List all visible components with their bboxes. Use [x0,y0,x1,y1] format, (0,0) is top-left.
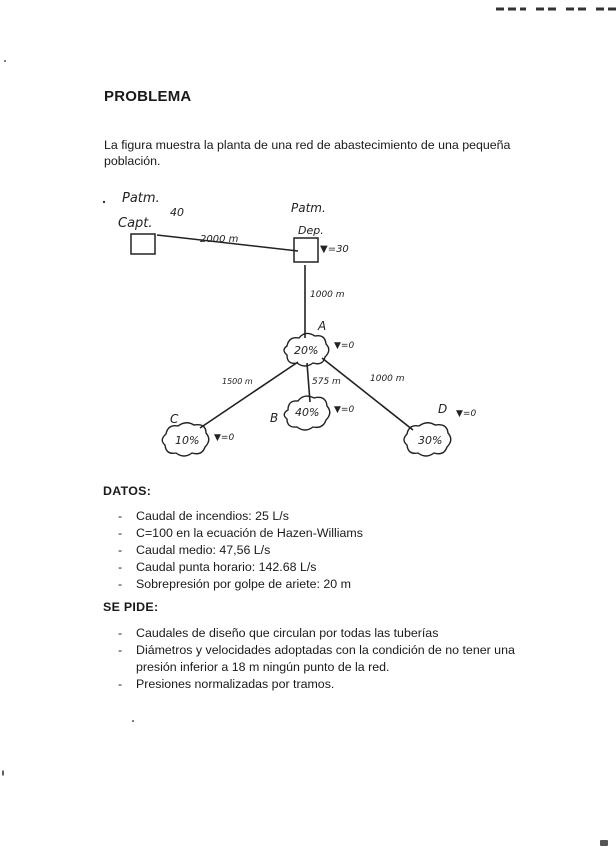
list-item [118,625,518,642]
se-pide-heading: SE PIDE: [103,600,159,614]
se-pide-item-text: Diámetros y velocidades adoptadas con la condición de no tener una presión inferior a 18 m ningún punto de la red. [136,643,515,674]
tramo-dep-a-label: 1000 m [310,290,345,300]
list-item [118,642,518,676]
captacion-patm: Patm. [122,191,160,206]
node-c-zero: ▼=0 [214,433,235,443]
node-a-zero: ▼=0 [334,341,355,351]
list-dash: - [118,509,123,523]
list-item [118,676,518,693]
intro-paragraph: La figura muestra la planta de una red de abastecimiento de una pequeña población. [104,138,511,168]
scan-edge-mark [496,0,616,6]
pipe-a-d [322,358,413,430]
node-a-pct: 20% [294,344,319,357]
list-dash: - [118,577,123,591]
captacion-label: Capt. [118,216,153,231]
list-item [118,542,518,559]
scan-speck [2,770,4,776]
datos-item-text: Caudal de incendios: 25 L/s [136,509,289,523]
list-item [118,508,518,525]
datos-item-text: Caudal medio: 47,56 L/s [136,543,271,557]
page-title: PROBLEMA [104,88,192,105]
network-sketch [0,180,616,470]
list-dash: - [118,543,123,557]
node-c-label: C [170,412,179,426]
list-item [118,576,518,593]
tramo-a-b-label: 575 m [312,377,341,387]
deposito-patm: Patm. [291,201,326,215]
deposito-label: Dep. [298,224,324,237]
se-pide-item-text: Caudales de diseño que circulan por todas las tuberías [136,626,439,640]
list-dash: - [118,560,123,574]
deposito-box [294,238,318,262]
list-dash: - [118,643,123,657]
captacion-box [131,234,155,254]
node-d-pct: 30% [418,434,443,447]
tramo-capt-dep-label: 2000 m [200,234,239,245]
datos-item-text: Sobrepresión por golpe de ariete: 20 m [136,577,351,591]
node-b-pct: 40% [295,406,320,419]
se-pide-list [118,625,518,693]
list-dash: - [118,626,123,640]
list-item [118,525,518,542]
captacion-head: 40 [170,206,184,219]
deposito-head: ▼=30 [320,244,349,255]
list-dash: - [118,677,123,691]
se-pide-item-text: Presiones normalizadas por tramos. [136,677,335,691]
node-d-zero: ▼=0 [456,409,477,419]
list-item [118,559,518,576]
datos-item-text: Caudal punta horario: 142.68 L/s [136,560,317,574]
stray-dot [103,201,105,203]
datos-heading: DATOS: [103,484,152,498]
tramo-a-d-label: 1000 m [370,374,405,384]
node-a-label: A [318,319,327,333]
node-c-pct: 10% [175,434,200,447]
datos-list [118,508,518,593]
list-dash: - [118,526,123,540]
datos-item-text: C=100 en la ecuación de Hazen-Williams [136,526,363,540]
scan-speck [600,840,608,846]
scan-speck [132,720,134,722]
node-b-zero: ▼=0 [334,405,355,415]
node-d-label: D [438,402,448,416]
node-b-label: B [270,411,279,425]
scan-speck [4,60,6,62]
tramo-a-c-label: 1500 m [222,377,253,386]
pipe-a-c [200,362,298,428]
